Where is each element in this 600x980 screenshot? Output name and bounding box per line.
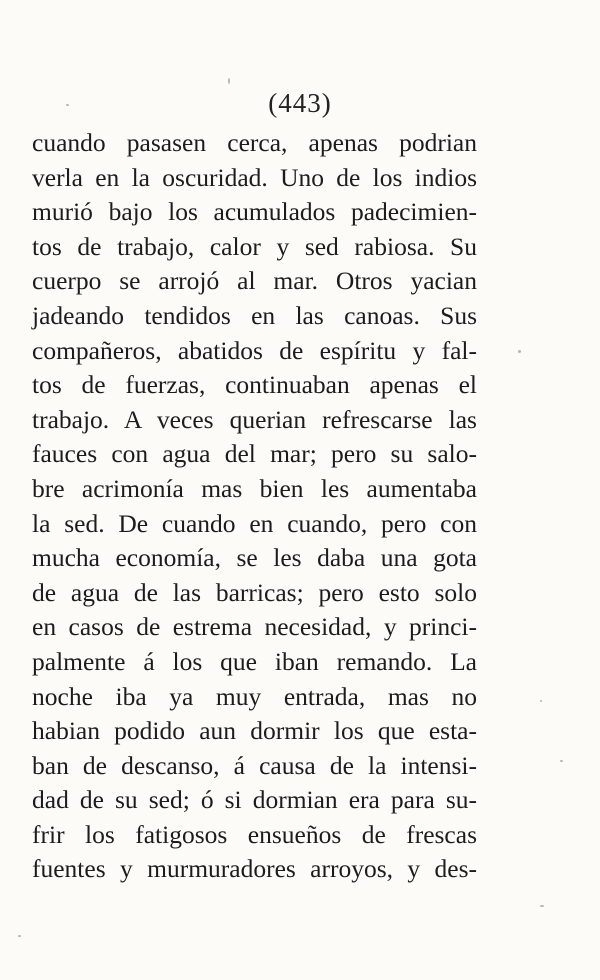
text-line: trabajo. A veces querian refrescarse las xyxy=(32,404,477,434)
text-line: mucha economía, se les daba una gota xyxy=(32,543,477,573)
text-line: bre acrimonía mas bien les aumentaba xyxy=(32,473,477,503)
text-line: en casos de estrema necesidad, y princi- xyxy=(32,612,477,642)
body-text xyxy=(32,126,477,887)
text-line: noche iba ya muy entrada, mas no xyxy=(32,681,477,711)
text-line: habian podido aun dormir los que esta- xyxy=(32,716,477,746)
paper-speck xyxy=(540,905,544,907)
text-line: ban de descanso, á causa de la intensi- xyxy=(32,750,477,780)
text-line: tos de fuerzas, continuaban apenas el xyxy=(32,370,477,400)
text-line: murió bajo los acumulados padecimien- xyxy=(32,197,477,227)
paper-speck xyxy=(540,700,542,702)
text-line: tos de trabajo, calor y sed rabiosa. Su xyxy=(32,231,477,261)
text-line: verla en la oscuridad. Uno de los indios xyxy=(32,162,477,192)
text-line: palmente á los que iban remando. La xyxy=(32,646,477,676)
text-line: fuentes y murmuradores arroyos, y des- xyxy=(32,854,477,884)
paper-speck xyxy=(518,350,521,353)
text-line: cuerpo se arrojó al mar. Otros yacian xyxy=(32,266,477,296)
paper-speck xyxy=(18,935,21,937)
text-line: dad de su sed; ó si dormian era para su- xyxy=(32,785,477,815)
paper-speck xyxy=(560,760,563,762)
text-line: cuando pasasen cerca, apenas podrian xyxy=(32,128,477,157)
paper-speck xyxy=(66,104,69,106)
text-line: jadeando tendidos en las canoas. Sus xyxy=(32,300,477,330)
text-line: de agua de las barricas; pero esto solo xyxy=(32,577,477,607)
page-number: (443) xyxy=(268,88,332,118)
text-line: compañeros, abatidos de espíritu y fal- xyxy=(32,335,477,365)
text-line: la sed. De cuando en cuando, pero con xyxy=(32,508,477,538)
text-line: fauces con agua del mar; pero su salo- xyxy=(32,439,477,469)
paper-speck xyxy=(228,78,230,84)
text-line: frir los fatigosos ensueños de frescas xyxy=(32,819,477,849)
